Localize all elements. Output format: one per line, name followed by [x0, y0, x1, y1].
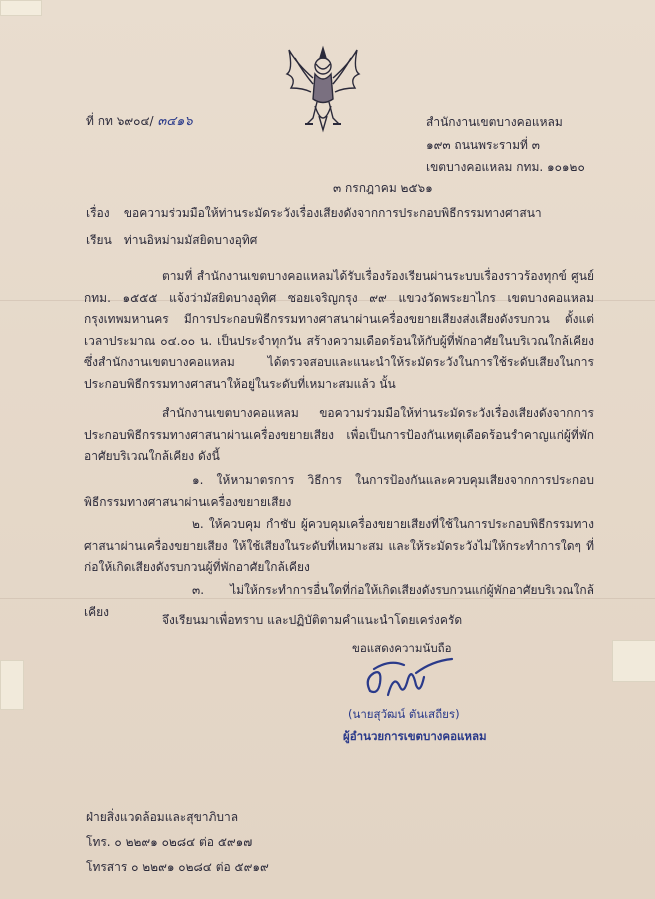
footer-contact: [86, 805, 269, 880]
closing-text: จึงเรียนมาเพื่อทราบ และปฏิบัติตามคำแนะนำโดยเคร่งครัด: [162, 613, 463, 627]
signer-position: ผู้อำนวยการเขตบางคอแหลม: [343, 729, 487, 743]
paragraph-text: สำนักงานเขตบางคอแหลม ขอความร่วมมือให้ท่านระมัดระวังเรื่องเสียงดังจากการประกอบพิธีกรรมทางศาสนาผ่านเครื่องขยายเสียง เพื่อเป็นการป้องกันเหตุเดือดร้อนรำคาญแก่ผู้ที่พักอาศัยบริเวณใกล้เคียง ดังนี้: [84, 406, 594, 463]
closing-line: [84, 610, 594, 632]
item-text: ๓. ไม่ให้กระทำการอื่นใดที่ก่อให้เกิดเสียงดังรบกวนแก่ผู้พักอาศัยบริเวณใกล้เคียง: [84, 583, 594, 619]
tape-strip: [0, 660, 24, 710]
paragraph-text: ตามที่ สำนักงานเขตบางคอแหลมได้รับเรื่องร้องเรียนผ่านระบบเรื่องราวร้องทุกข์ ศูนย์ กทม. ๑๕๕๕ แจ้งว่ามัสยิดบางอุทิศ ซอยเจริญกรุง ๙๙ แขวงวัดพระยาไกร เขตบางคอแหลม กรุงเทพมหานคร มีการประกอบพิธีกรรมทางศาสนาผ่านเครื่องขยายเสียงส่งเสียงดังรบกวน ตั้งแต่เวลาประมาณ ๐๔.๐๐ น. เป็นประจำทุกวัน สร้างความเดือดร้อนให้กับผู้ที่พักอาศัยในบริเวณใกล้เคียง ซึ่งสำนักงานเขตบางคอแหลม ได้ตรวจสอบและแนะนำให้ระมัดระวังในการใช้ระดับเสียงในการประกอบพิธีกรรมทางศาสนาให้อยู่ในระดับที่เหมาะสมแล้ว นั้น: [84, 269, 594, 391]
office-address: [426, 111, 585, 179]
body-paragraph-2: [84, 403, 594, 468]
body-item-2: [84, 514, 594, 579]
subject-line: [86, 205, 542, 221]
tape-strip: [612, 640, 655, 682]
office-line: เขตบางคอแหลม กทม. ๑๐๑๒๐: [426, 160, 585, 174]
subject-label: เรื่อง: [86, 206, 110, 220]
item-text: ๑. ให้หามาตรการ วิธีการ ในการป้องกันและควบคุมเสียงจากการประกอบพิธีกรรมทางศาสนาผ่านเครื่องขยายเสียง: [84, 473, 594, 509]
signer-name: (นายสุวัฒน์ ตันเสถียร): [348, 707, 460, 721]
garuda-emblem-icon: [283, 44, 363, 136]
office-line: สำนักงานเขตบางคอแหลม: [426, 115, 563, 129]
recipient-text: ท่านอิหม่ามมัสยิดบางอุทิศ: [123, 233, 258, 247]
recipient-line: [86, 232, 257, 248]
office-line: ๑๙๓ ถนนพระรามที่ ๓: [426, 137, 540, 152]
recipient-label: เรียน: [86, 233, 112, 247]
footer-phone: โทร. ๐ ๒๒๙๑ ๐๒๘๔ ต่อ ๕๙๑๗: [86, 835, 253, 849]
letter-date: ๓ กรกฎาคม ๒๕๖๑: [333, 181, 433, 195]
reference-prefix: ที่ กท ๖๙๐๔/: [86, 114, 154, 128]
footer-department: ฝ่ายสิ่งแวดล้อมและสุขาภิบาล: [86, 810, 239, 824]
handwritten-signature-icon: [360, 655, 460, 707]
reference-handwritten: ๓๔๑๖: [157, 114, 193, 129]
reference-number: [86, 113, 193, 130]
body-item-1: [84, 470, 594, 513]
subject-text: ขอความร่วมมือให้ท่านระมัดระวังเรื่องเสียงดังจากการประกอบพิธีกรรมทางศาสนา: [123, 206, 542, 220]
footer-fax: โทรสาร ๐ ๒๒๙๑ ๐๒๘๔ ต่อ ๕๙๑๙: [86, 860, 269, 874]
tape-strip: [0, 0, 42, 16]
regards-text: ขอแสดงความนับถือ: [352, 641, 452, 655]
item-text: ๒. ให้ควบคุม กำชับ ผู้ควบคุมเครื่องขยายเสียงที่ใช้ในการประกอบพิธีกรรมทางศาสนาผ่านเครื่องขยายเสียง ให้ใช้เสียงในระดับที่เหมาะสม และให้ระมัดระวังไม่ให้กระทำการใดๆ ที่ก่อให้เกิดเสียงดังรบกวนผู้ที่พักอาศัยใกล้เคียง: [84, 517, 594, 574]
body-paragraph-1: [84, 266, 594, 395]
